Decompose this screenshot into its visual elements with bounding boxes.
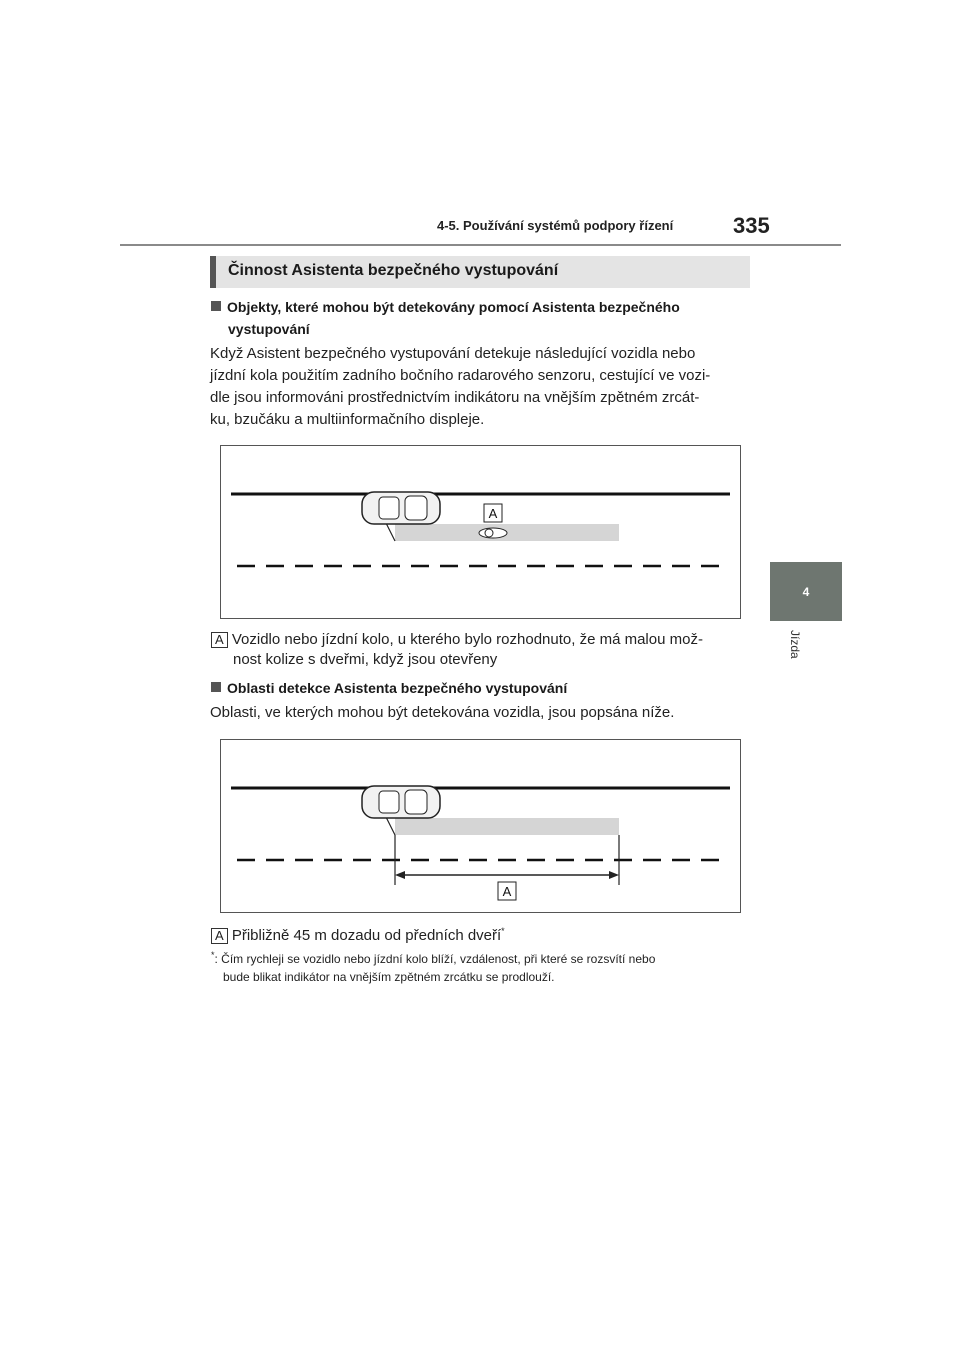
running-header: 4-5. Používání systémů podpory řízení	[437, 218, 674, 233]
figure-1-caption-cont: nost kolize s dveřmi, když jsou otevřeny	[233, 651, 498, 668]
car-icon	[362, 492, 440, 524]
figure-label: A	[488, 506, 498, 521]
figure-1-caption: A Vozidlo nebo jízdní kolo, u kterého bylo rozhodnuto, že má malou mož-	[211, 629, 703, 651]
detectable-objects-heading-cont: vystupování	[228, 321, 310, 337]
bullet-square-icon	[211, 682, 221, 692]
detection-zone	[395, 818, 619, 835]
arrow-right-icon	[609, 871, 619, 879]
section-title: Činnost Asistenta bezpečného vystupování	[228, 262, 559, 279]
road-diagram-2	[221, 740, 740, 912]
chapter-tab: 4	[770, 562, 842, 621]
section-heading-bar	[210, 256, 216, 288]
detection-figure-2	[220, 739, 741, 913]
section-heading	[210, 256, 750, 288]
intro-paragraph: Když Asistent bezpečného vystupování detekuje následující vozidla nebo jízdní kola použitím zadního bočního radarového senzoru, cestující ve vozi- dle jsou informováni prostřednictvím indikátoru na vnějším zpětném zrcát- ku, bzučáku a multiinformačního displeje.	[210, 345, 711, 428]
bullet-square-icon	[211, 301, 221, 311]
figure-2-caption: A Přibližně 45 m dozadu od předních dveří*	[211, 920, 505, 947]
chapter-label: Jízda	[788, 630, 802, 659]
detection-areas-heading: Oblasti detekce Asistenta bezpečného vystupování	[211, 677, 567, 699]
footnote: *: Čím rychleji se vozidlo nebo jízdní kolo blíží, vzdálenost, při které se rozsvítí nebo bude blikat indikátor na vnějším zpětném zrcátku se prodlouží.	[211, 950, 656, 984]
road-diagram-1	[221, 446, 740, 618]
caption-letter-box: A	[211, 632, 228, 648]
detectable-objects-heading: Objekty, které mohou být detekovány pomocí Asistenta bezpečného	[211, 296, 680, 318]
page-number: 335	[733, 213, 770, 238]
car-icon	[362, 786, 440, 818]
detection-figure-1	[220, 445, 741, 619]
motorcycle-icon	[479, 528, 507, 538]
caption-letter-box: A	[211, 928, 228, 944]
header-divider	[120, 244, 841, 246]
arrow-left-icon	[395, 871, 405, 879]
figure-label: A	[502, 884, 512, 899]
areas-paragraph: Oblasti, ve kterých mohou být detekována vozidla, jsou popsána níže.	[210, 704, 675, 721]
